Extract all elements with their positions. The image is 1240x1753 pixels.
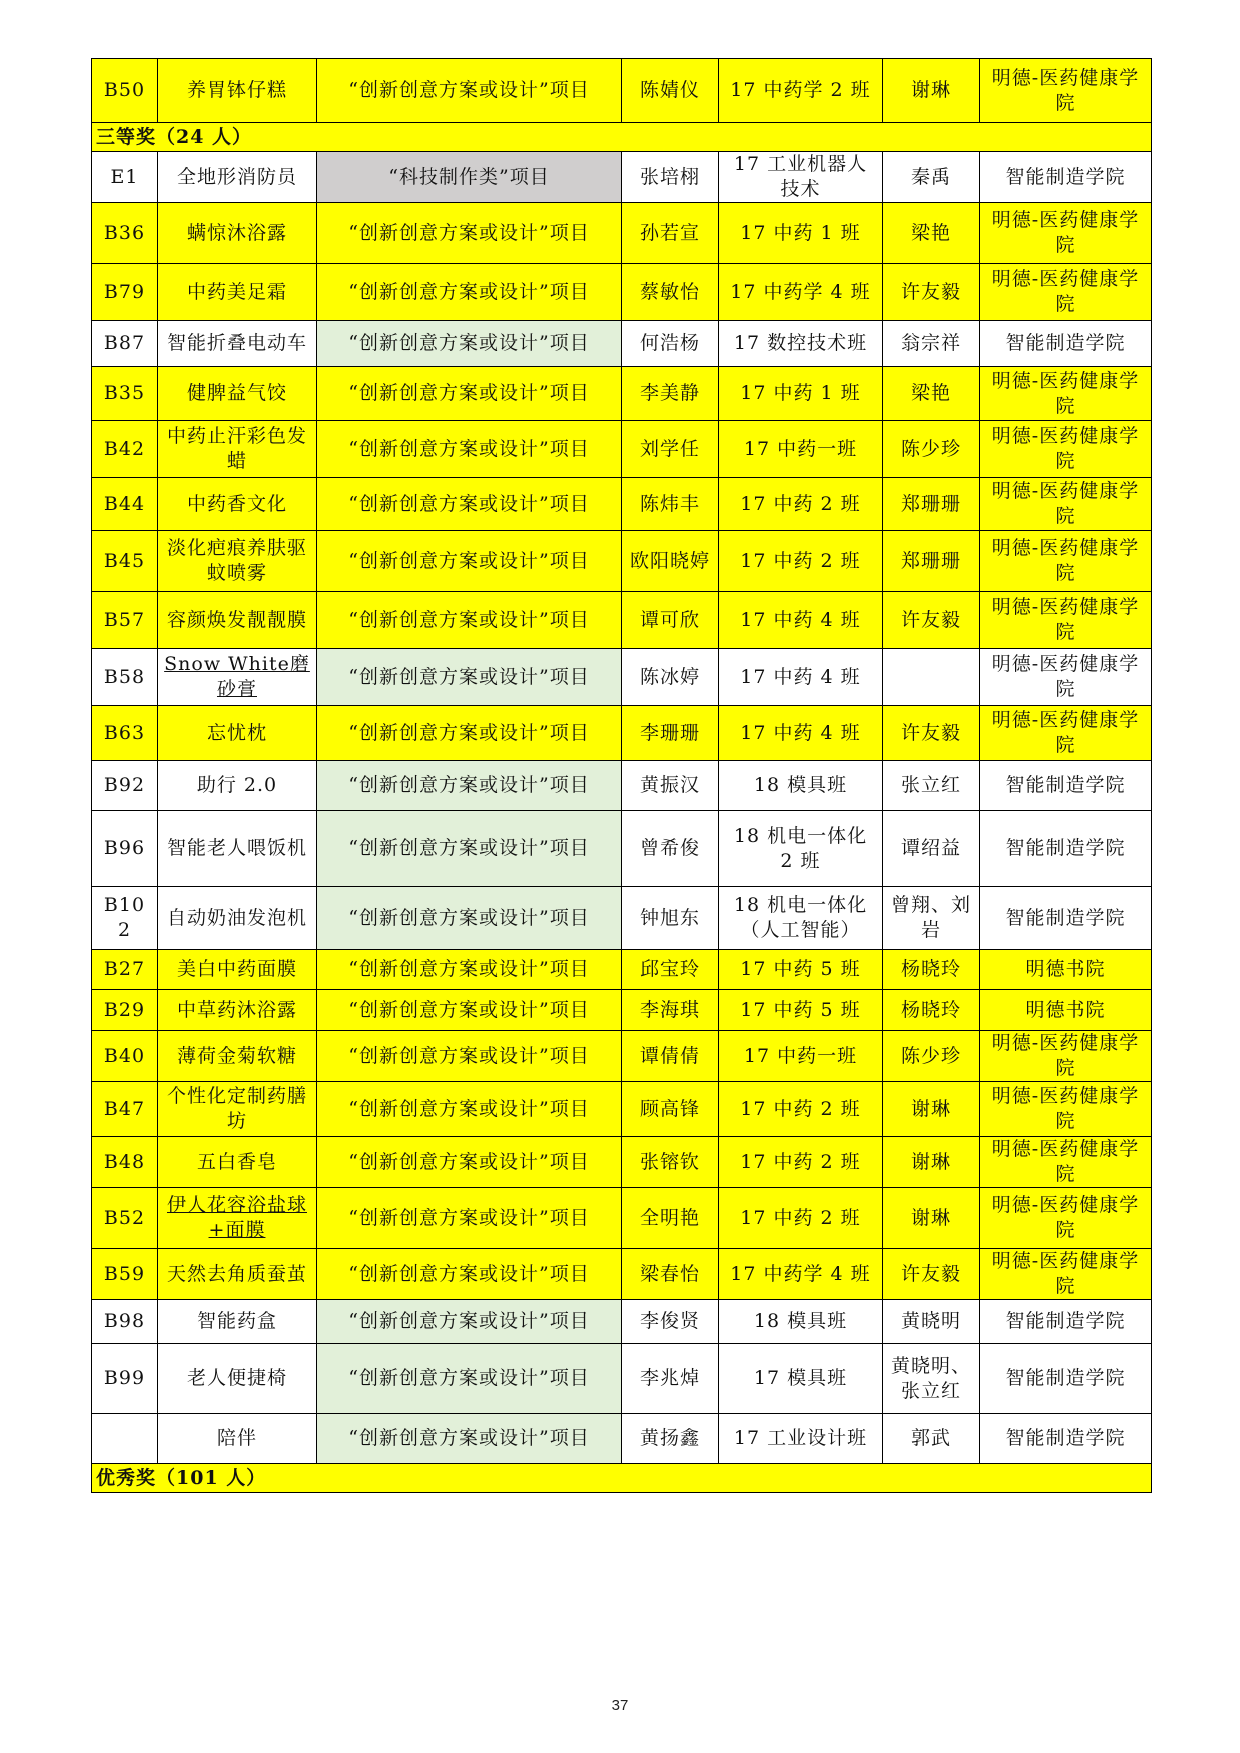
entry-class: 17 中药学 2 班 [719,59,883,123]
entry-college: 明德-医药健康学院 [980,706,1152,761]
entry-class: 17 模具班 [719,1344,883,1414]
entry-category: “创新创意方案或设计”项目 [317,421,622,478]
entry-title: 五白香皂 [158,1137,317,1188]
entry-category: “创新创意方案或设计”项目 [317,321,622,367]
entry-college: 智能制造学院 [980,152,1152,203]
entry-class: 17 中药学 4 班 [719,264,883,321]
entry-title: 螨惊沐浴露 [158,203,317,264]
entry-student: 陈炜丰 [622,478,719,531]
entry-title: 天然去角质蚕茧 [158,1249,317,1300]
entry-class: 17 中药 1 班 [719,367,883,421]
entry-college: 明德-医药健康学院 [980,1249,1152,1300]
table-row [92,1137,1152,1188]
table-row [92,531,1152,592]
entry-college: 明德-医药健康学院 [980,1137,1152,1188]
entry-college: 智能制造学院 [980,321,1152,367]
entry-category: “创新创意方案或设计”项目 [317,706,622,761]
entry-advisor: 许友毅 [883,706,980,761]
entry-title: 容颜焕发靓靓膜 [158,592,317,649]
table-row [92,1031,1152,1082]
entry-title: Snow White磨砂膏 [158,649,317,706]
table-row [92,706,1152,761]
entry-advisor: 谢琳 [883,1137,980,1188]
entry-advisor: 谢琳 [883,1082,980,1137]
entry-title: 淡化疤痕养肤驱蚊喷雾 [158,531,317,592]
entry-category: “创新创意方案或设计”项目 [317,1137,622,1188]
entry-id: B36 [92,203,158,264]
entry-title: 智能折叠电动车 [158,321,317,367]
entry-title: 中草药沐浴露 [158,990,317,1031]
entry-category: “创新创意方案或设计”项目 [317,1249,622,1300]
entry-id: B40 [92,1031,158,1082]
entry-class: 18 模具班 [719,1300,883,1344]
entry-id: B45 [92,531,158,592]
entry-advisor: 许友毅 [883,1249,980,1300]
table-row [92,1414,1152,1464]
entry-title: 自动奶油发泡机 [158,887,317,950]
entry-advisor: 杨晓玲 [883,990,980,1031]
entry-id: B29 [92,990,158,1031]
table-row [92,887,1152,950]
entry-college: 智能制造学院 [980,1344,1152,1414]
table-row [92,1249,1152,1300]
entry-class: 17 中药 1 班 [719,203,883,264]
entry-advisor: 张立红 [883,761,980,811]
table-row [92,761,1152,811]
entry-category: “创新创意方案或设计”项目 [317,1188,622,1249]
entry-college: 明德-医药健康学院 [980,649,1152,706]
entry-college: 明德-医药健康学院 [980,1082,1152,1137]
entry-student: 何浩杨 [622,321,719,367]
entry-class: 17 中药 2 班 [719,1137,883,1188]
entry-student: 曾希俊 [622,811,719,887]
entry-student: 李海琪 [622,990,719,1031]
table-row [92,990,1152,1031]
entry-category: “创新创意方案或设计”项目 [317,1031,622,1082]
section-heading-row [92,123,1152,152]
entry-id: B92 [92,761,158,811]
entry-class: 17 中药 2 班 [719,531,883,592]
entry-student: 李美静 [622,367,719,421]
entry-student: 陈婧仪 [622,59,719,123]
entry-college: 智能制造学院 [980,1414,1152,1464]
entry-title: 中药香文化 [158,478,317,531]
awards-table [91,58,1152,1493]
entry-college: 明德-医药健康学院 [980,478,1152,531]
awards-table-body [92,59,1152,1493]
entry-category: “创新创意方案或设计”项目 [317,531,622,592]
entry-advisor: 谭绍益 [883,811,980,887]
entry-college: 智能制造学院 [980,811,1152,887]
entry-title: 陪伴 [158,1414,317,1464]
entry-category: “创新创意方案或设计”项目 [317,761,622,811]
entry-advisor: 谢琳 [883,1188,980,1249]
entry-title: 薄荷金菊软糖 [158,1031,317,1082]
entry-college: 明德书院 [980,950,1152,990]
entry-title: 忘忧枕 [158,706,317,761]
table-row [92,592,1152,649]
entry-id: B96 [92,811,158,887]
entry-class: 18 机电一体化（人工智能） [719,887,883,950]
entry-advisor: 许友毅 [883,592,980,649]
entry-college: 智能制造学院 [980,887,1152,950]
entry-college: 明德-医药健康学院 [980,421,1152,478]
entry-advisor: 郑珊珊 [883,478,980,531]
entry-advisor [883,649,980,706]
entry-id: B98 [92,1300,158,1344]
table-row [92,1188,1152,1249]
entry-class: 17 中药一班 [719,421,883,478]
entry-class: 17 数控技术班 [719,321,883,367]
section-heading: 优秀奖（101 人） [92,1464,1152,1493]
entry-student: 孙若宣 [622,203,719,264]
entry-id: B44 [92,478,158,531]
entry-category: “创新创意方案或设计”项目 [317,367,622,421]
entry-advisor: 曾翔、刘岩 [883,887,980,950]
entry-college: 明德-医药健康学院 [980,367,1152,421]
entry-id: B99 [92,1344,158,1414]
entry-advisor: 黄晓明 [883,1300,980,1344]
entry-class: 17 中药学 4 班 [719,1249,883,1300]
entry-title: 伊人花容浴盐球+面膜 [158,1188,317,1249]
entry-advisor: 黄晓明、张立红 [883,1344,980,1414]
entry-class: 17 中药 2 班 [719,1082,883,1137]
entry-category: “科技制作类”项目 [317,152,622,203]
entry-class: 17 中药 4 班 [719,706,883,761]
entry-title: 美白中药面膜 [158,950,317,990]
entry-title: 养胃钵仔糕 [158,59,317,123]
entry-college: 明德-医药健康学院 [980,1188,1152,1249]
table-row [92,478,1152,531]
entry-student: 邱宝玲 [622,950,719,990]
entry-class: 17 中药 5 班 [719,990,883,1031]
entry-id: B50 [92,59,158,123]
table-row [92,811,1152,887]
entry-class: 17 工业机器人技术 [719,152,883,203]
entry-title: 中药美足霜 [158,264,317,321]
entry-category: “创新创意方案或设计”项目 [317,264,622,321]
entry-college: 智能制造学院 [980,1300,1152,1344]
entry-college: 明德-医药健康学院 [980,203,1152,264]
entry-title: 智能老人喂饭机 [158,811,317,887]
table-row [92,950,1152,990]
entry-student: 蔡敏怡 [622,264,719,321]
entry-student: 陈冰婷 [622,649,719,706]
entry-student: 李珊珊 [622,706,719,761]
table-row [92,59,1152,123]
entry-student: 张培栩 [622,152,719,203]
entry-title: 中药止汗彩色发蜡 [158,421,317,478]
entry-id: B102 [92,887,158,950]
entry-id: B27 [92,950,158,990]
table-row [92,367,1152,421]
entry-advisor: 梁艳 [883,203,980,264]
entry-class: 18 模具班 [719,761,883,811]
entry-class: 18 机电一体化 2 班 [719,811,883,887]
entry-college: 明德-医药健康学院 [980,592,1152,649]
entry-id: B63 [92,706,158,761]
entry-student: 黄扬鑫 [622,1414,719,1464]
entry-student: 全明艳 [622,1188,719,1249]
entry-id: B35 [92,367,158,421]
entry-id: E1 [92,152,158,203]
entry-id: B48 [92,1137,158,1188]
entry-class: 17 工业设计班 [719,1414,883,1464]
table-row [92,152,1152,203]
entry-title: 全地形消防员 [158,152,317,203]
entry-title: 老人便捷椅 [158,1344,317,1414]
entry-student: 欧阳晓婷 [622,531,719,592]
table-row [92,421,1152,478]
table-row [92,1344,1152,1414]
entry-category: “创新创意方案或设计”项目 [317,203,622,264]
entry-college: 明德-医药健康学院 [980,531,1152,592]
entry-category: “创新创意方案或设计”项目 [317,59,622,123]
entry-college: 明德-医药健康学院 [980,1031,1152,1082]
table-row [92,649,1152,706]
entry-category: “创新创意方案或设计”项目 [317,478,622,531]
entry-title: 健脾益气饺 [158,367,317,421]
page-number: 37 [611,1697,629,1714]
entry-advisor: 杨晓玲 [883,950,980,990]
entry-title: 助行 2.0 [158,761,317,811]
entry-student: 谭倩倩 [622,1031,719,1082]
entry-id: B57 [92,592,158,649]
entry-title: 个性化定制药膳坊 [158,1082,317,1137]
table-row [92,321,1152,367]
entry-student: 梁春怡 [622,1249,719,1300]
entry-category: “创新创意方案或设计”项目 [317,649,622,706]
entry-student: 刘学任 [622,421,719,478]
entry-title: 智能药盒 [158,1300,317,1344]
entry-category: “创新创意方案或设计”项目 [317,1344,622,1414]
entry-advisor: 翁宗祥 [883,321,980,367]
entry-student: 黄振汉 [622,761,719,811]
entry-advisor: 郑珊珊 [883,531,980,592]
entry-class: 17 中药 2 班 [719,1188,883,1249]
table-row [92,264,1152,321]
entry-college: 明德-医药健康学院 [980,264,1152,321]
entry-advisor: 谢琳 [883,59,980,123]
entry-advisor: 许友毅 [883,264,980,321]
entry-college: 智能制造学院 [980,761,1152,811]
entry-id: B42 [92,421,158,478]
section-heading-row [92,1464,1152,1493]
entry-student: 李俊贤 [622,1300,719,1344]
entry-class: 17 中药一班 [719,1031,883,1082]
entry-student: 谭可欣 [622,592,719,649]
entry-category: “创新创意方案或设计”项目 [317,1300,622,1344]
entry-class: 17 中药 4 班 [719,649,883,706]
entry-category: “创新创意方案或设计”项目 [317,1414,622,1464]
entry-id: B79 [92,264,158,321]
entry-class: 17 中药 5 班 [719,950,883,990]
entry-college: 明德书院 [980,990,1152,1031]
entry-student: 顾高锋 [622,1082,719,1137]
entry-class: 17 中药 4 班 [719,592,883,649]
section-heading: 三等奖（24 人） [92,123,1152,152]
entry-category: “创新创意方案或设计”项目 [317,887,622,950]
table-row [92,203,1152,264]
table-row [92,1300,1152,1344]
table-row [92,1082,1152,1137]
entry-advisor: 陈少珍 [883,1031,980,1082]
entry-category: “创新创意方案或设计”项目 [317,990,622,1031]
entry-category: “创新创意方案或设计”项目 [317,1082,622,1137]
entry-advisor: 秦禹 [883,152,980,203]
entry-category: “创新创意方案或设计”项目 [317,811,622,887]
entry-id: B52 [92,1188,158,1249]
entry-id: B47 [92,1082,158,1137]
entry-id: B58 [92,649,158,706]
entry-student: 张镕钦 [622,1137,719,1188]
entry-class: 17 中药 2 班 [719,478,883,531]
entry-id: B59 [92,1249,158,1300]
entry-id [92,1414,158,1464]
entry-student: 李兆焯 [622,1344,719,1414]
entry-id: B87 [92,321,158,367]
entry-student: 钟旭东 [622,887,719,950]
entry-category: “创新创意方案或设计”项目 [317,592,622,649]
entry-college: 明德-医药健康学院 [980,59,1152,123]
entry-advisor: 陈少珍 [883,421,980,478]
entry-advisor: 梁艳 [883,367,980,421]
entry-category: “创新创意方案或设计”项目 [317,950,622,990]
entry-advisor: 郭武 [883,1414,980,1464]
